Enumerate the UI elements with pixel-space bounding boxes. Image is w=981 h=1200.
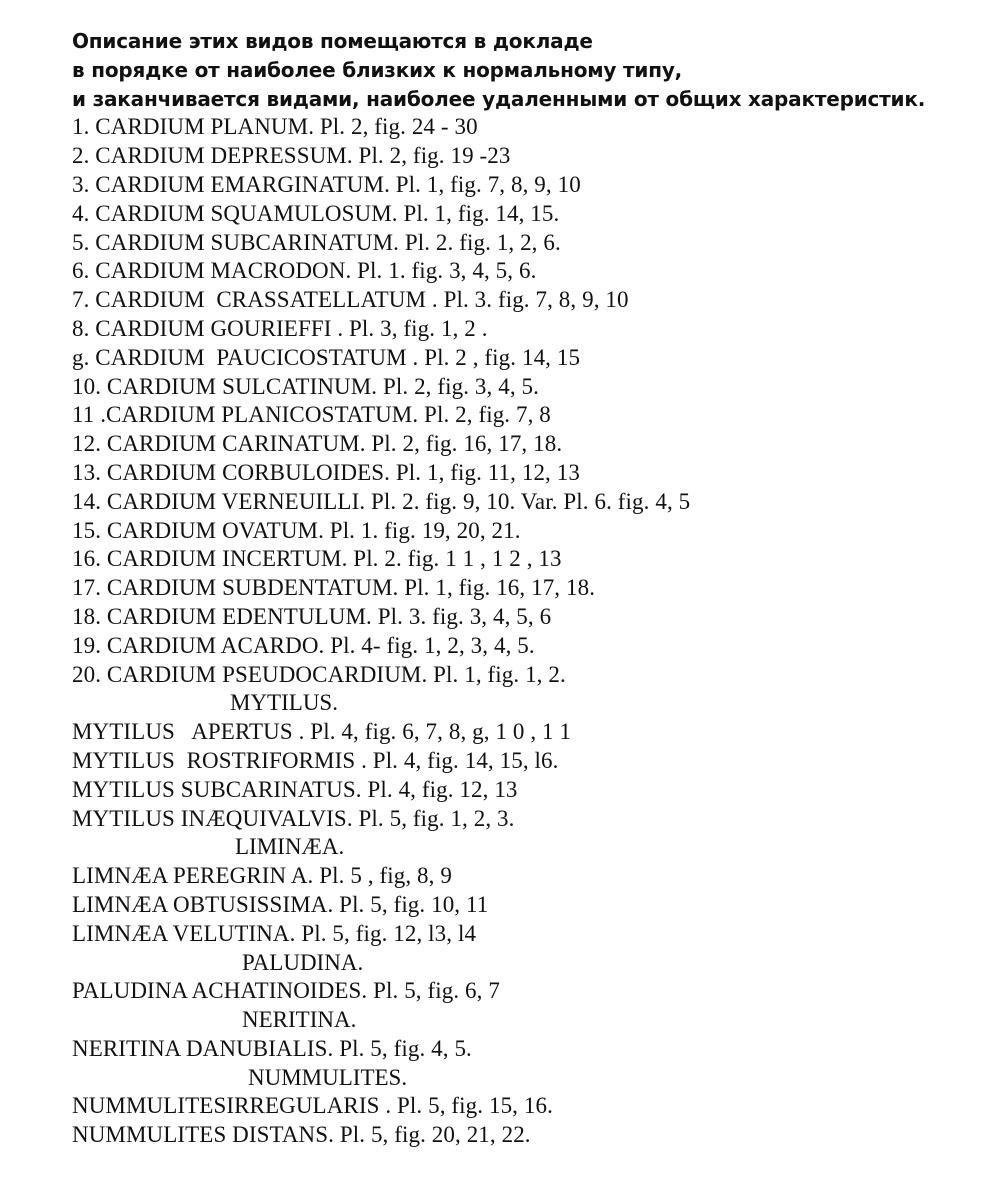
mytilus-section	[72, 689, 972, 833]
intro-line: и заканчивается видами, наиболее удаленными от общих характеристик.	[72, 86, 926, 111]
cardium-entry: 2. CARDIUM DEPRESSUM. Pl. 2, fig. 19 -23	[72, 143, 511, 169]
cardium-entry: 10. CARDIUM SULCATINUM. Pl. 2, fig. 3, 4, 5.	[72, 373, 539, 399]
section-heading-liminaea: LIMINÆA.	[235, 834, 345, 860]
cardium-entry: 12. CARDIUM CARINATUM. Pl. 2, fig. 16, 17, 18.	[72, 431, 563, 457]
cardium-entry: 6. CARDIUM MACRODON. Pl. 1. fig. 3, 4, 5, 6.	[72, 258, 537, 284]
limnaea-entry: LIMNÆA PEREGRIN A. Pl. 5 , fig, 8, 9	[72, 863, 452, 889]
document-page	[72, 27, 972, 1150]
mytilus-entry: MYTILUS APERTUS . Pl. 4, fig. 6, 7, 8, g, 1 0 , 1 1	[72, 719, 572, 745]
cardium-entry: 16. CARDIUM INCERTUM. Pl. 2. fig. 1 1 , 1 2 , 13	[72, 546, 562, 572]
cardium-entry: 19. CARDIUM ACARDO. Pl. 4- fig. 1, 2, 3, 4, 5.	[72, 632, 535, 658]
cardium-entry: 4. CARDIUM SQUAMULOSUM. Pl. 1, fig. 14, 15.	[72, 200, 560, 226]
cardium-entry: 20. CARDIUM PSEUDOCARDIUM. Pl. 1, fig. 1, 2.	[72, 661, 566, 687]
mytilus-entry: MYTILUS INÆQUIVALVIS. Pl. 5, fig. 1, 2, 3.	[72, 805, 515, 831]
limnaea-entry: LIMNÆA OBTUSISSIMA. Pl. 5, fig. 10, 11	[72, 891, 489, 917]
cardium-entry: 18. CARDIUM EDENTULUM. Pl. 3. fig. 3, 4, 5, 6	[72, 603, 552, 629]
cardium-entry: 14. CARDIUM VERNEUILLI. Pl. 2. fig. 9, 10. Var. Pl. 6. fig. 4, 5	[72, 488, 691, 514]
cardium-entry: 7. CARDIUM CRASSATELLATUM . Pl. 3. fig. 7, 8, 9, 10	[72, 287, 629, 313]
paludina-entry: PALUDINA ACHATINOIDES. Pl. 5, fig. 6, 7	[72, 978, 500, 1004]
section-heading-mytilus: MYTILUS.	[230, 690, 338, 716]
liminaea-section	[72, 833, 972, 948]
mytilus-entry: MYTILUS SUBCARINATUS. Pl. 4, fig. 12, 13	[72, 776, 518, 802]
cardium-entry: 3. CARDIUM EMARGINATUM. Pl. 1, fig. 7, 8, 9, 10	[72, 171, 581, 197]
paludina-section	[72, 949, 972, 1007]
neritina-section	[72, 1006, 972, 1064]
section-heading-neritina: NERITINA.	[242, 1007, 357, 1033]
nummulites-entry: NUMMULITES DISTANS. Pl. 5, fig. 20, 21, 22.	[72, 1122, 531, 1148]
cardium-entry: 8. CARDIUM GOURIEFFI . Pl. 3, fig. 1, 2 .	[72, 315, 488, 341]
cardium-entry: 13. CARDIUM CORBULOIDES. Pl. 1, fig. 11, 12, 13	[72, 459, 580, 485]
cardium-list	[72, 113, 972, 689]
cardium-entry: g. CARDIUM PAUCICOSTATUM . Pl. 2 , fig. 14, 15	[72, 344, 581, 370]
cardium-entry: 1. CARDIUM PLANUM. Pl. 2, fig. 24 - 30	[72, 114, 478, 140]
nummulites-section	[72, 1064, 972, 1150]
limnaea-entry: LIMNÆA VELUTINA. Pl. 5, fig. 12, l3, l4	[72, 920, 477, 946]
cardium-entry: 11 .CARDIUM PLANICOSTATUM. Pl. 2, fig. 7, 8	[72, 402, 551, 428]
intro-paragraph	[72, 27, 972, 113]
cardium-entry: 15. CARDIUM OVATUM. Pl. 1. fig. 19, 20, 21.	[72, 517, 521, 543]
nummulites-entry: NUMMULITESIRREGULARIS . Pl. 5, fig. 15, 16.	[72, 1093, 553, 1119]
mytilus-entry: MYTILUS ROSTRIFORMIS . Pl. 4, fig. 14, 15, l6.	[72, 747, 559, 773]
section-heading-paludina: PALUDINA.	[242, 949, 364, 975]
cardium-entry: 17. CARDIUM SUBDENTATUM. Pl. 1, fig. 16, 17, 18.	[72, 575, 596, 601]
neritina-entry: NERITINA DANUBIALIS. Pl. 5, fig. 4, 5.	[72, 1035, 472, 1061]
cardium-entry: 5. CARDIUM SUBCARINATUM. Pl. 2. fig. 1, 2, 6.	[72, 229, 561, 255]
section-heading-nummulites: NUMMULITES.	[248, 1064, 408, 1090]
intro-line: Описание этих видов помещаются в докладе	[72, 29, 593, 53]
intro-line: в порядке от наиболее близких к нормальному типу,	[72, 57, 683, 82]
